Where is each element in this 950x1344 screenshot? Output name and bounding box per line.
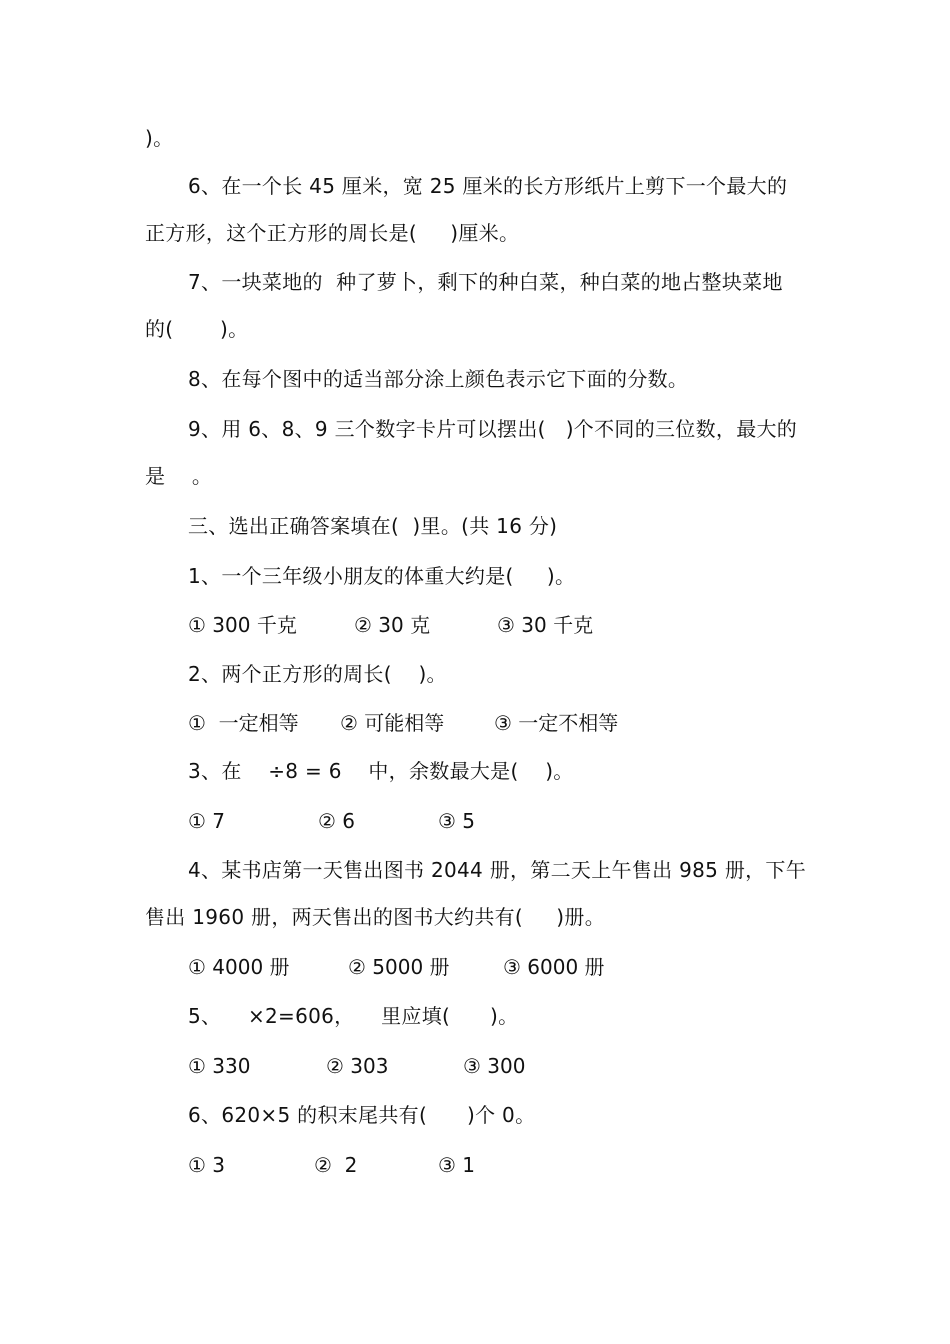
option: ① 4000 册 [188, 955, 290, 979]
option: ① 3 [188, 1153, 226, 1177]
section-3-heading: 三、选出正确答案填在( )里。(共 16 分) [188, 514, 558, 538]
choice-question-6: 6、620×5 的积末尾共有( )个 0。 [188, 1103, 536, 1127]
option: ③ 5 [438, 809, 476, 833]
choice-question-1: 1、一个三年级小朋友的体重大约是( )。 [188, 564, 576, 588]
option: ① 330 [188, 1054, 251, 1078]
option: ③ 一定不相等 [494, 711, 619, 735]
text-line: 是 。 [145, 464, 213, 488]
option: ② 6 [318, 809, 356, 833]
text-line: )。 [145, 126, 174, 150]
option: ② 5000 册 [348, 955, 450, 979]
question-7-fill: 7、一块菜地的 种了萝卜，剩下的种白菜，种白菜的地占整块菜地 [188, 270, 783, 294]
option: ③ 1 [438, 1153, 476, 1177]
question-6-fill: 6、在一个长 45 厘米，宽 25 厘米的长方形纸片上剪下一个最大的 [188, 174, 788, 198]
text-line: 正方形，这个正方形的周长是( )厘米。 [145, 221, 520, 245]
option: ① 300 千克 [188, 613, 297, 637]
choice-options-6 [188, 1152, 476, 1282]
option: ① 7 [188, 809, 226, 833]
option: ② 30 克 [354, 613, 431, 637]
option: ① 一定相等 [188, 711, 299, 735]
choice-question-3: 3、在 ÷8 = 6 中，余数最大是( )。 [188, 759, 574, 783]
option: ② 2 [314, 1153, 358, 1177]
question-9-fill: 9、用 6、8、9 三个数字卡片可以摆出( )个不同的三位数，最大的 [188, 417, 798, 441]
option: ② 可能相等 [340, 711, 445, 735]
choice-question-2: 2、两个正方形的周长( )。 [188, 662, 447, 686]
option: ② 303 [326, 1054, 389, 1078]
option: ③ 300 [463, 1054, 526, 1078]
choice-question-5: 5、 ×2=606， 里应填( )。 [188, 1004, 519, 1028]
option: ③ 6000 册 [503, 955, 605, 979]
option: ③ 30 千克 [497, 613, 594, 637]
question-8-fill: 8、在每个图中的适当部分涂上颜色表示它下面的分数。 [188, 367, 689, 391]
text-line: 售出 1960 册，两天售出的图书大约共有( )册。 [145, 905, 606, 929]
choice-question-4: 4、某书店第一天售出图书 2044 册，第二天上午售出 985 册，下午 [188, 858, 807, 882]
text-line: 的( )。 [145, 317, 249, 341]
